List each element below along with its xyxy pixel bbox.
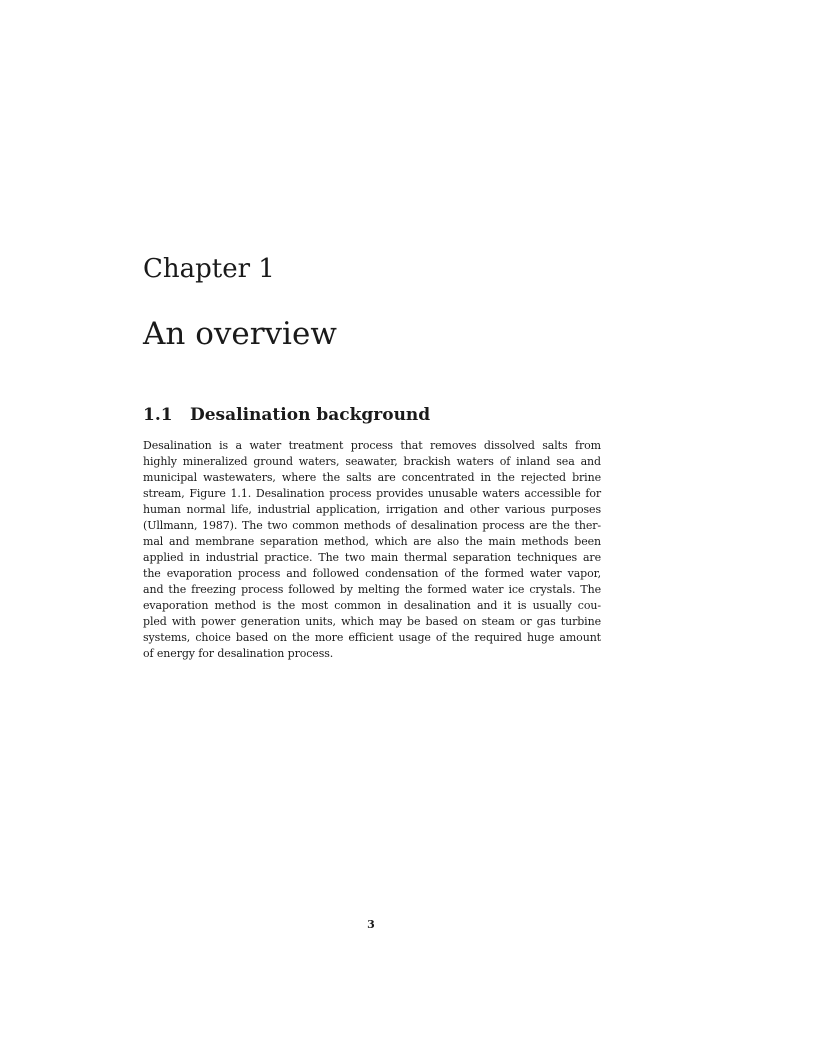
paragraph-line: evaporation method is the most common in desalination and it is usually cou- <box>143 599 601 612</box>
section-number: 1.1 <box>143 405 173 425</box>
paragraph-line: the evaporation process and followed condensation of the formed water vapor, <box>143 567 601 580</box>
body-paragraph <box>143 438 601 662</box>
chapter-title: An overview <box>143 316 337 352</box>
paragraph-line: of energy for desalination process. <box>143 647 334 660</box>
section-title: Desalination background <box>190 405 431 425</box>
paragraph-line: mal and membrane separation method, which are also the main methods been <box>143 535 601 548</box>
paragraph-line: highly mineralized ground waters, seawater, brackish waters of inland sea and <box>143 455 601 468</box>
paragraph-line: municipal wastewaters, where the salts are concentrated in the rejected brine <box>143 471 601 484</box>
paragraph-line: Desalination is a water treatment process that removes dissolved salts from <box>143 439 601 452</box>
paragraph-line: applied in industrial practice. The two main thermal separation techniques are <box>143 551 601 564</box>
section-heading <box>143 403 430 427</box>
paragraph-line: and the freezing process followed by melting the formed water ice crystals. The <box>143 583 601 596</box>
paragraph-line: pled with power generation units, which may be based on steam or gas turbine <box>143 615 601 628</box>
paragraph-line: systems, choice based on the more efficient usage of the required huge amount <box>143 631 601 644</box>
chapter-label: Chapter 1 <box>143 254 275 284</box>
paragraph-line: human normal life, industrial application, irrigation and other various purposes <box>143 503 601 516</box>
paragraph-line: stream, Figure 1.1. Desalination process provides unusable waters accessible for <box>143 487 601 500</box>
paragraph-line: (Ullmann, 1987). The two common methods of desalination process are the ther- <box>143 519 601 532</box>
page-number: 3 <box>367 918 375 931</box>
